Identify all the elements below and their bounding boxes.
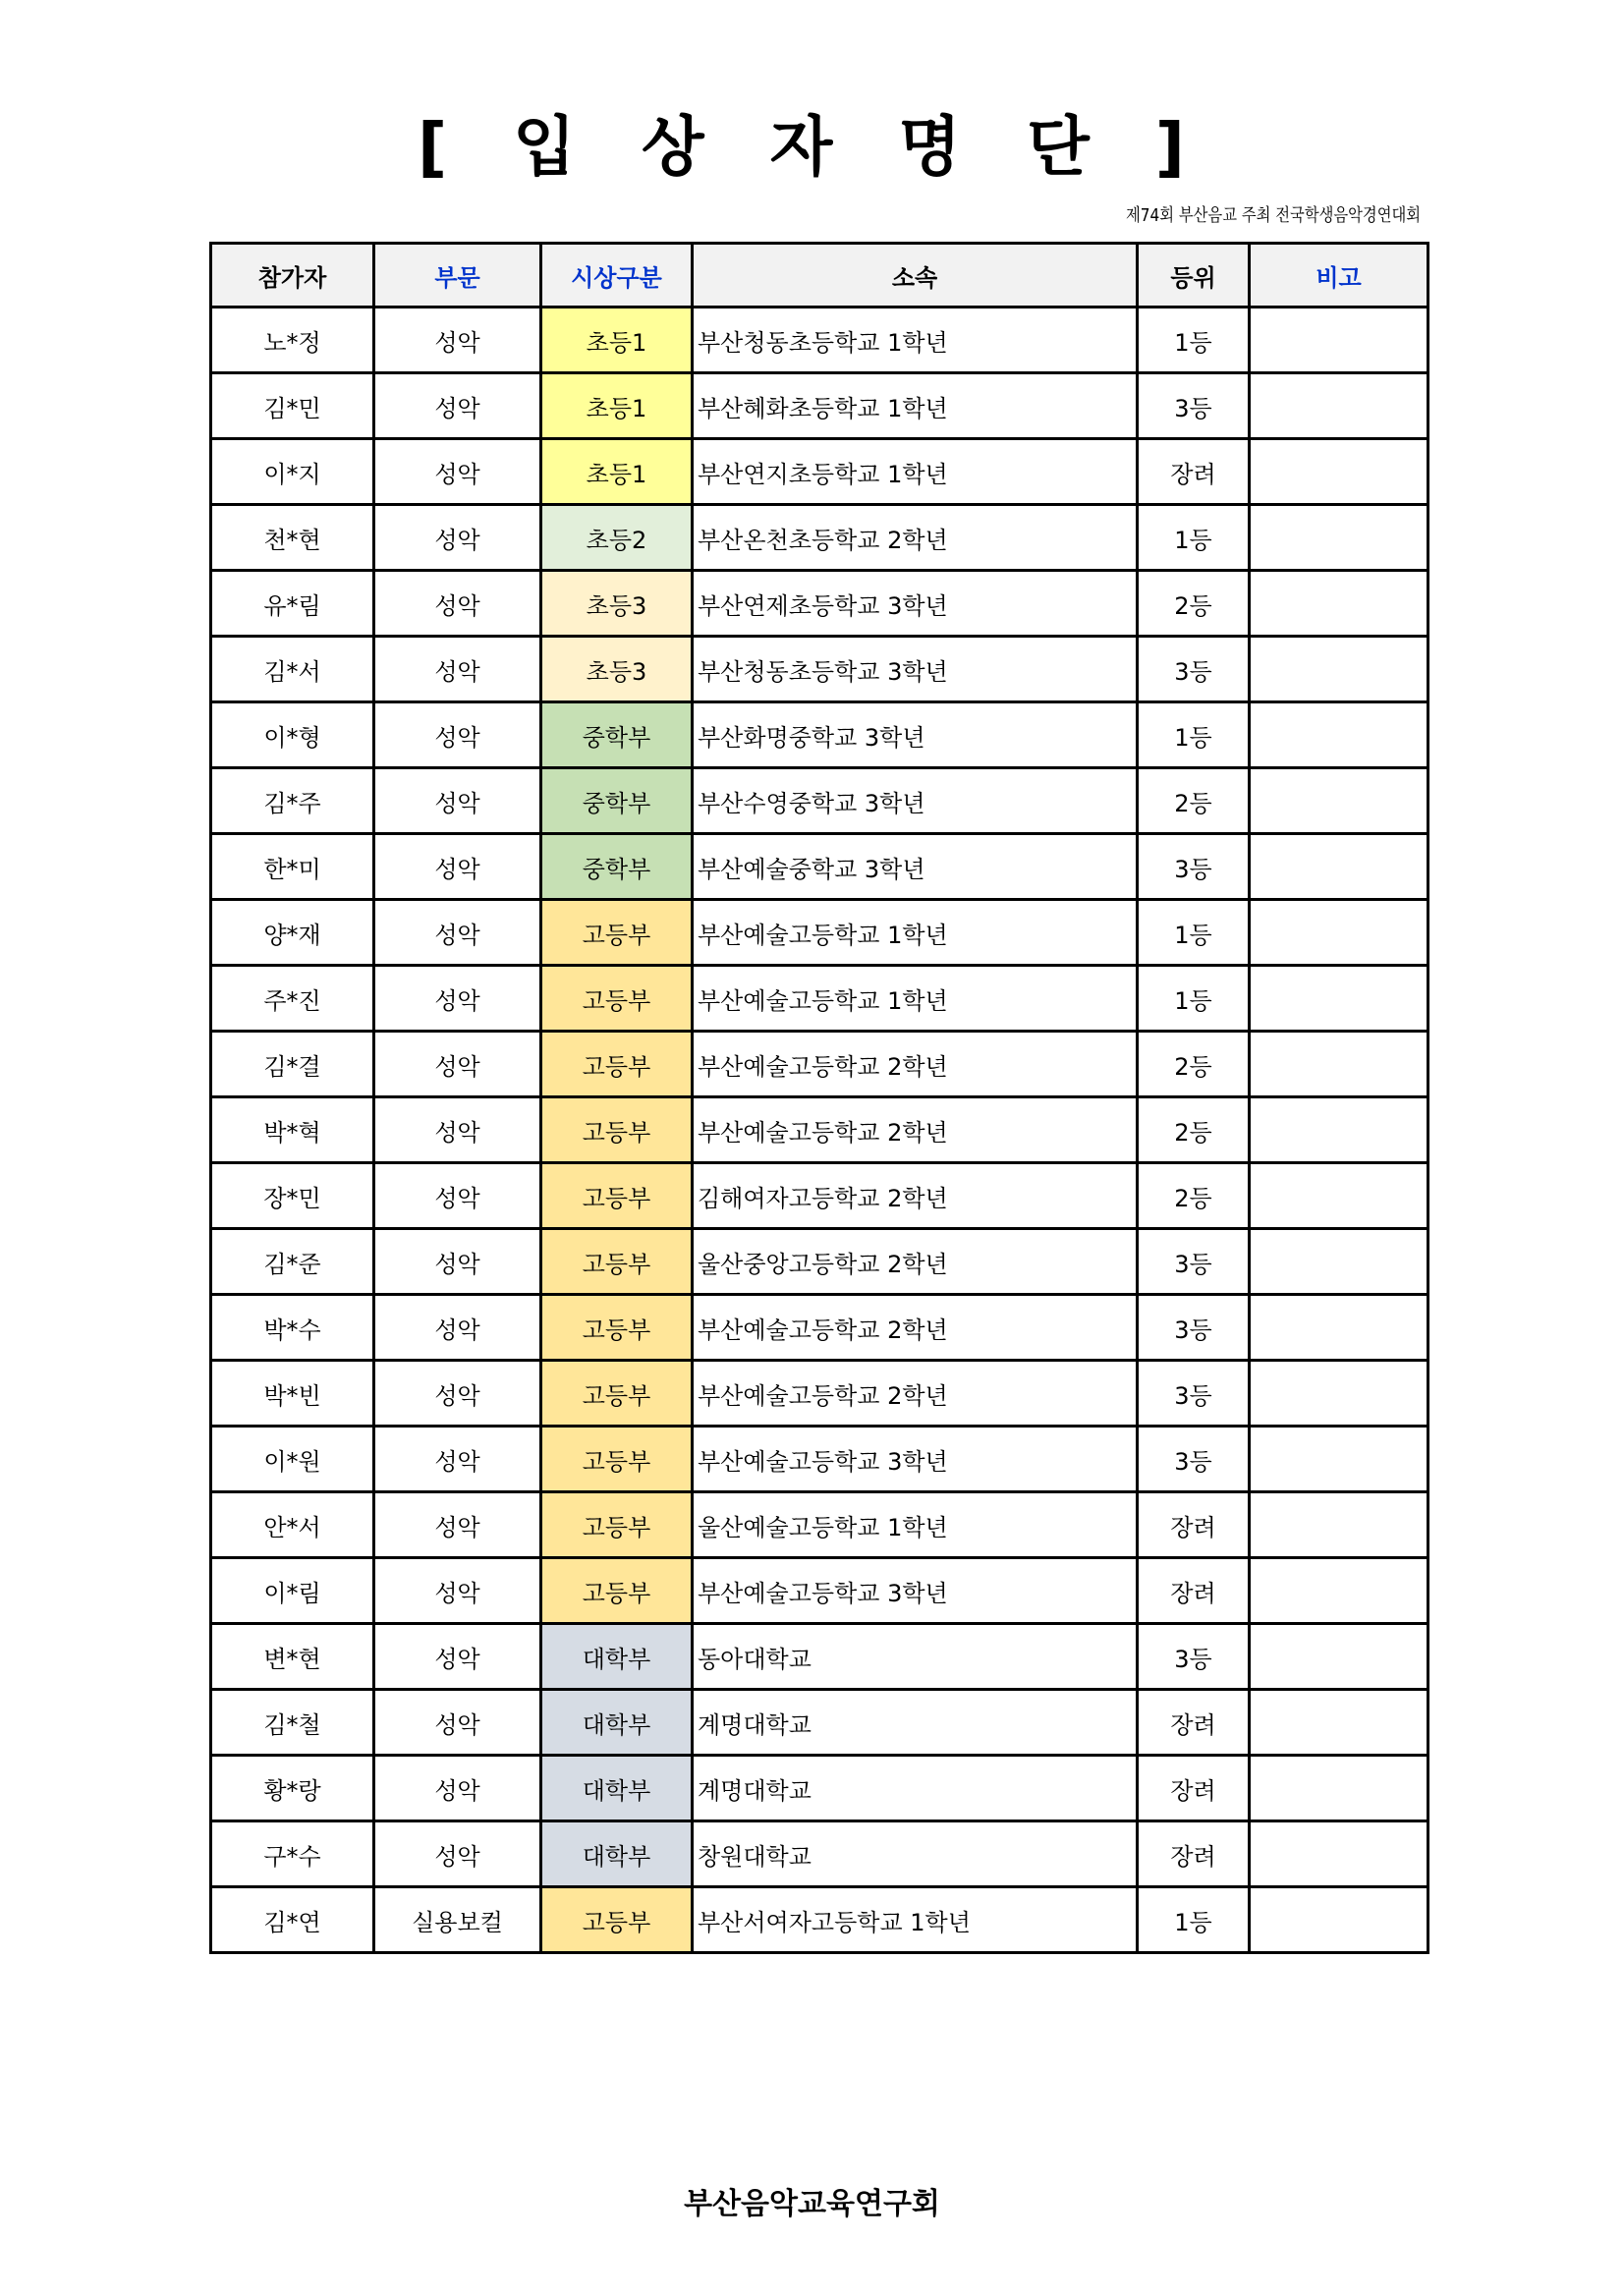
cell-division: 성악 xyxy=(374,1558,541,1624)
cell-affiliation: 김해여자고등학교 2학년 xyxy=(693,1163,1138,1229)
cell-award-category: 초등2 xyxy=(541,505,693,571)
organization-footer: 부산음악교육연구회 xyxy=(684,2187,940,2221)
cell-award-category: 고등부 xyxy=(541,966,693,1032)
cell-award-category: 고등부 xyxy=(541,1492,693,1558)
cell-rank: 3등 xyxy=(1138,373,1250,439)
cell-division: 성악 xyxy=(374,571,541,637)
cell-division: 성악 xyxy=(374,966,541,1032)
table-row xyxy=(211,1558,1428,1624)
cell-participant: 유*림 xyxy=(211,571,374,637)
cell-award-category: 초등1 xyxy=(541,373,693,439)
table-row xyxy=(211,1756,1428,1821)
table-header-row xyxy=(211,244,1428,308)
cell-rank: 장려 xyxy=(1138,439,1250,505)
cell-participant: 박*혁 xyxy=(211,1097,374,1163)
cell-division: 성악 xyxy=(374,439,541,505)
cell-rank: 2등 xyxy=(1138,768,1250,834)
cell-remarks xyxy=(1250,373,1428,439)
table-row xyxy=(211,637,1428,702)
cell-award-category: 고등부 xyxy=(541,1229,693,1295)
cell-affiliation: 부산연지초등학교 1학년 xyxy=(693,439,1138,505)
cell-affiliation: 부산예술고등학교 2학년 xyxy=(693,1032,1138,1097)
table-row xyxy=(211,1624,1428,1690)
cell-award-category: 고등부 xyxy=(541,1163,693,1229)
cell-award-category: 중학부 xyxy=(541,768,693,834)
cell-participant: 김*준 xyxy=(211,1229,374,1295)
table-row xyxy=(211,439,1428,505)
table-row xyxy=(211,966,1428,1032)
cell-affiliation: 부산예술중학교 3학년 xyxy=(693,834,1138,900)
cell-remarks xyxy=(1250,637,1428,702)
cell-division: 실용보컬 xyxy=(374,1887,541,1953)
cell-division: 성악 xyxy=(374,1756,541,1821)
cell-participant: 김*민 xyxy=(211,373,374,439)
table-row xyxy=(211,1887,1428,1953)
cell-participant: 구*수 xyxy=(211,1821,374,1887)
cell-participant: 장*민 xyxy=(211,1163,374,1229)
header-participant: 참가자 xyxy=(211,244,374,308)
cell-affiliation: 부산혜화초등학교 1학년 xyxy=(693,373,1138,439)
header-division: 부문 xyxy=(374,244,541,308)
cell-remarks xyxy=(1250,439,1428,505)
table-row xyxy=(211,1821,1428,1887)
cell-affiliation: 부산예술고등학교 2학년 xyxy=(693,1097,1138,1163)
cell-affiliation: 부산연제초등학교 3학년 xyxy=(693,571,1138,637)
cell-participant: 김*연 xyxy=(211,1887,374,1953)
cell-remarks xyxy=(1250,571,1428,637)
cell-participant: 변*현 xyxy=(211,1624,374,1690)
cell-award-category: 중학부 xyxy=(541,702,693,768)
cell-rank: 장려 xyxy=(1138,1690,1250,1756)
cell-affiliation: 부산서여자고등학교 1학년 xyxy=(693,1887,1138,1953)
cell-affiliation: 부산예술고등학교 1학년 xyxy=(693,966,1138,1032)
table-row xyxy=(211,1492,1428,1558)
cell-affiliation: 부산수영중학교 3학년 xyxy=(693,768,1138,834)
cell-division: 성악 xyxy=(374,1229,541,1295)
cell-affiliation: 부산예술고등학교 3학년 xyxy=(693,1558,1138,1624)
table-row xyxy=(211,505,1428,571)
cell-participant: 노*정 xyxy=(211,308,374,373)
cell-rank: 3등 xyxy=(1138,1624,1250,1690)
cell-award-category: 대학부 xyxy=(541,1624,693,1690)
cell-remarks xyxy=(1250,1229,1428,1295)
cell-rank: 1등 xyxy=(1138,900,1250,966)
competition-subtitle: 제74회 부산음교 주최 전국학생음악경연대회 xyxy=(1125,205,1421,226)
cell-award-category: 고등부 xyxy=(541,1032,693,1097)
table-row xyxy=(211,1097,1428,1163)
cell-affiliation: 부산화명중학교 3학년 xyxy=(693,702,1138,768)
cell-participant: 이*형 xyxy=(211,702,374,768)
cell-rank: 1등 xyxy=(1138,1887,1250,1953)
cell-remarks xyxy=(1250,1887,1428,1953)
table-row xyxy=(211,1427,1428,1492)
cell-participant: 안*서 xyxy=(211,1492,374,1558)
cell-division: 성악 xyxy=(374,1427,541,1492)
cell-rank: 2등 xyxy=(1138,571,1250,637)
cell-division: 성악 xyxy=(374,505,541,571)
cell-division: 성악 xyxy=(374,1361,541,1427)
cell-participant: 김*결 xyxy=(211,1032,374,1097)
cell-division: 성악 xyxy=(374,1097,541,1163)
cell-affiliation: 계명대학교 xyxy=(693,1690,1138,1756)
cell-remarks xyxy=(1250,1821,1428,1887)
cell-remarks xyxy=(1250,768,1428,834)
cell-rank: 1등 xyxy=(1138,308,1250,373)
cell-rank: 3등 xyxy=(1138,1295,1250,1361)
cell-award-category: 초등3 xyxy=(541,571,693,637)
cell-rank: 장려 xyxy=(1138,1821,1250,1887)
cell-affiliation: 부산청동초등학교 3학년 xyxy=(693,637,1138,702)
cell-rank: 3등 xyxy=(1138,637,1250,702)
cell-remarks xyxy=(1250,1624,1428,1690)
cell-rank: 3등 xyxy=(1138,1361,1250,1427)
page-title: [ 입 상 자 명 단 ] xyxy=(418,109,1206,185)
cell-affiliation: 울산중앙고등학교 2학년 xyxy=(693,1229,1138,1295)
cell-rank: 1등 xyxy=(1138,966,1250,1032)
cell-participant: 한*미 xyxy=(211,834,374,900)
cell-affiliation: 부산예술고등학교 2학년 xyxy=(693,1361,1138,1427)
cell-remarks xyxy=(1250,1097,1428,1163)
cell-participant: 이*원 xyxy=(211,1427,374,1492)
cell-remarks xyxy=(1250,966,1428,1032)
cell-award-category: 초등1 xyxy=(541,308,693,373)
cell-remarks xyxy=(1250,1427,1428,1492)
cell-participant: 이*림 xyxy=(211,1558,374,1624)
cell-remarks xyxy=(1250,1492,1428,1558)
cell-rank: 장려 xyxy=(1138,1558,1250,1624)
cell-award-category: 고등부 xyxy=(541,1361,693,1427)
cell-participant: 김*서 xyxy=(211,637,374,702)
cell-participant: 양*재 xyxy=(211,900,374,966)
header-affiliation: 소속 xyxy=(693,244,1138,308)
cell-remarks xyxy=(1250,308,1428,373)
cell-affiliation: 계명대학교 xyxy=(693,1756,1138,1821)
table-row xyxy=(211,1229,1428,1295)
cell-remarks xyxy=(1250,702,1428,768)
cell-award-category: 고등부 xyxy=(541,1427,693,1492)
cell-affiliation: 부산예술고등학교 2학년 xyxy=(693,1295,1138,1361)
header-remarks: 비고 xyxy=(1250,244,1428,308)
cell-division: 성악 xyxy=(374,1032,541,1097)
cell-division: 성악 xyxy=(374,702,541,768)
table-row xyxy=(211,1163,1428,1229)
cell-participant: 김*주 xyxy=(211,768,374,834)
cell-division: 성악 xyxy=(374,1295,541,1361)
cell-remarks xyxy=(1250,900,1428,966)
cell-award-category: 대학부 xyxy=(541,1821,693,1887)
cell-division: 성악 xyxy=(374,1163,541,1229)
table-row xyxy=(211,571,1428,637)
cell-award-category: 초등3 xyxy=(541,637,693,702)
cell-award-category: 초등1 xyxy=(541,439,693,505)
cell-remarks xyxy=(1250,1163,1428,1229)
cell-remarks xyxy=(1250,1558,1428,1624)
cell-affiliation: 동아대학교 xyxy=(693,1624,1138,1690)
cell-award-category: 고등부 xyxy=(541,1558,693,1624)
cell-affiliation: 부산청동초등학교 1학년 xyxy=(693,308,1138,373)
cell-rank: 2등 xyxy=(1138,1163,1250,1229)
header-award-category: 시상구분 xyxy=(541,244,693,308)
cell-affiliation: 부산예술고등학교 3학년 xyxy=(693,1427,1138,1492)
cell-award-category: 대학부 xyxy=(541,1690,693,1756)
cell-remarks xyxy=(1250,1756,1428,1821)
cell-rank: 3등 xyxy=(1138,1427,1250,1492)
table-row xyxy=(211,1690,1428,1756)
cell-award-category: 대학부 xyxy=(541,1756,693,1821)
cell-rank: 2등 xyxy=(1138,1097,1250,1163)
table-row xyxy=(211,373,1428,439)
cell-division: 성악 xyxy=(374,1690,541,1756)
cell-participant: 박*빈 xyxy=(211,1361,374,1427)
table-row xyxy=(211,768,1428,834)
cell-rank: 1등 xyxy=(1138,505,1250,571)
table-row xyxy=(211,702,1428,768)
cell-division: 성악 xyxy=(374,637,541,702)
cell-rank: 3등 xyxy=(1138,1229,1250,1295)
cell-division: 성악 xyxy=(374,768,541,834)
cell-division: 성악 xyxy=(374,1492,541,1558)
winners-table xyxy=(209,242,1429,1954)
cell-participant: 주*진 xyxy=(211,966,374,1032)
cell-division: 성악 xyxy=(374,900,541,966)
cell-participant: 김*철 xyxy=(211,1690,374,1756)
cell-remarks xyxy=(1250,1361,1428,1427)
table-row xyxy=(211,1295,1428,1361)
cell-affiliation: 부산온천초등학교 2학년 xyxy=(693,505,1138,571)
table-row xyxy=(211,900,1428,966)
cell-division: 성악 xyxy=(374,1821,541,1887)
cell-participant: 박*수 xyxy=(211,1295,374,1361)
table-row xyxy=(211,1032,1428,1097)
cell-affiliation: 창원대학교 xyxy=(693,1821,1138,1887)
table-row xyxy=(211,834,1428,900)
cell-award-category: 중학부 xyxy=(541,834,693,900)
cell-division: 성악 xyxy=(374,1624,541,1690)
cell-remarks xyxy=(1250,1295,1428,1361)
cell-affiliation: 울산예술고등학교 1학년 xyxy=(693,1492,1138,1558)
cell-participant: 천*현 xyxy=(211,505,374,571)
cell-rank: 3등 xyxy=(1138,834,1250,900)
cell-participant: 황*랑 xyxy=(211,1756,374,1821)
cell-rank: 1등 xyxy=(1138,702,1250,768)
cell-award-category: 고등부 xyxy=(541,1887,693,1953)
cell-remarks xyxy=(1250,505,1428,571)
cell-rank: 2등 xyxy=(1138,1032,1250,1097)
cell-remarks xyxy=(1250,834,1428,900)
header-rank: 등위 xyxy=(1138,244,1250,308)
cell-rank: 장려 xyxy=(1138,1492,1250,1558)
cell-division: 성악 xyxy=(374,834,541,900)
cell-award-category: 고등부 xyxy=(541,900,693,966)
table-row xyxy=(211,1361,1428,1427)
cell-participant: 이*지 xyxy=(211,439,374,505)
cell-remarks xyxy=(1250,1690,1428,1756)
cell-division: 성악 xyxy=(374,373,541,439)
cell-affiliation: 부산예술고등학교 1학년 xyxy=(693,900,1138,966)
cell-award-category: 고등부 xyxy=(541,1295,693,1361)
cell-remarks xyxy=(1250,1032,1428,1097)
cell-rank: 장려 xyxy=(1138,1756,1250,1821)
cell-division: 성악 xyxy=(374,308,541,373)
cell-award-category: 고등부 xyxy=(541,1097,693,1163)
table-row xyxy=(211,308,1428,373)
